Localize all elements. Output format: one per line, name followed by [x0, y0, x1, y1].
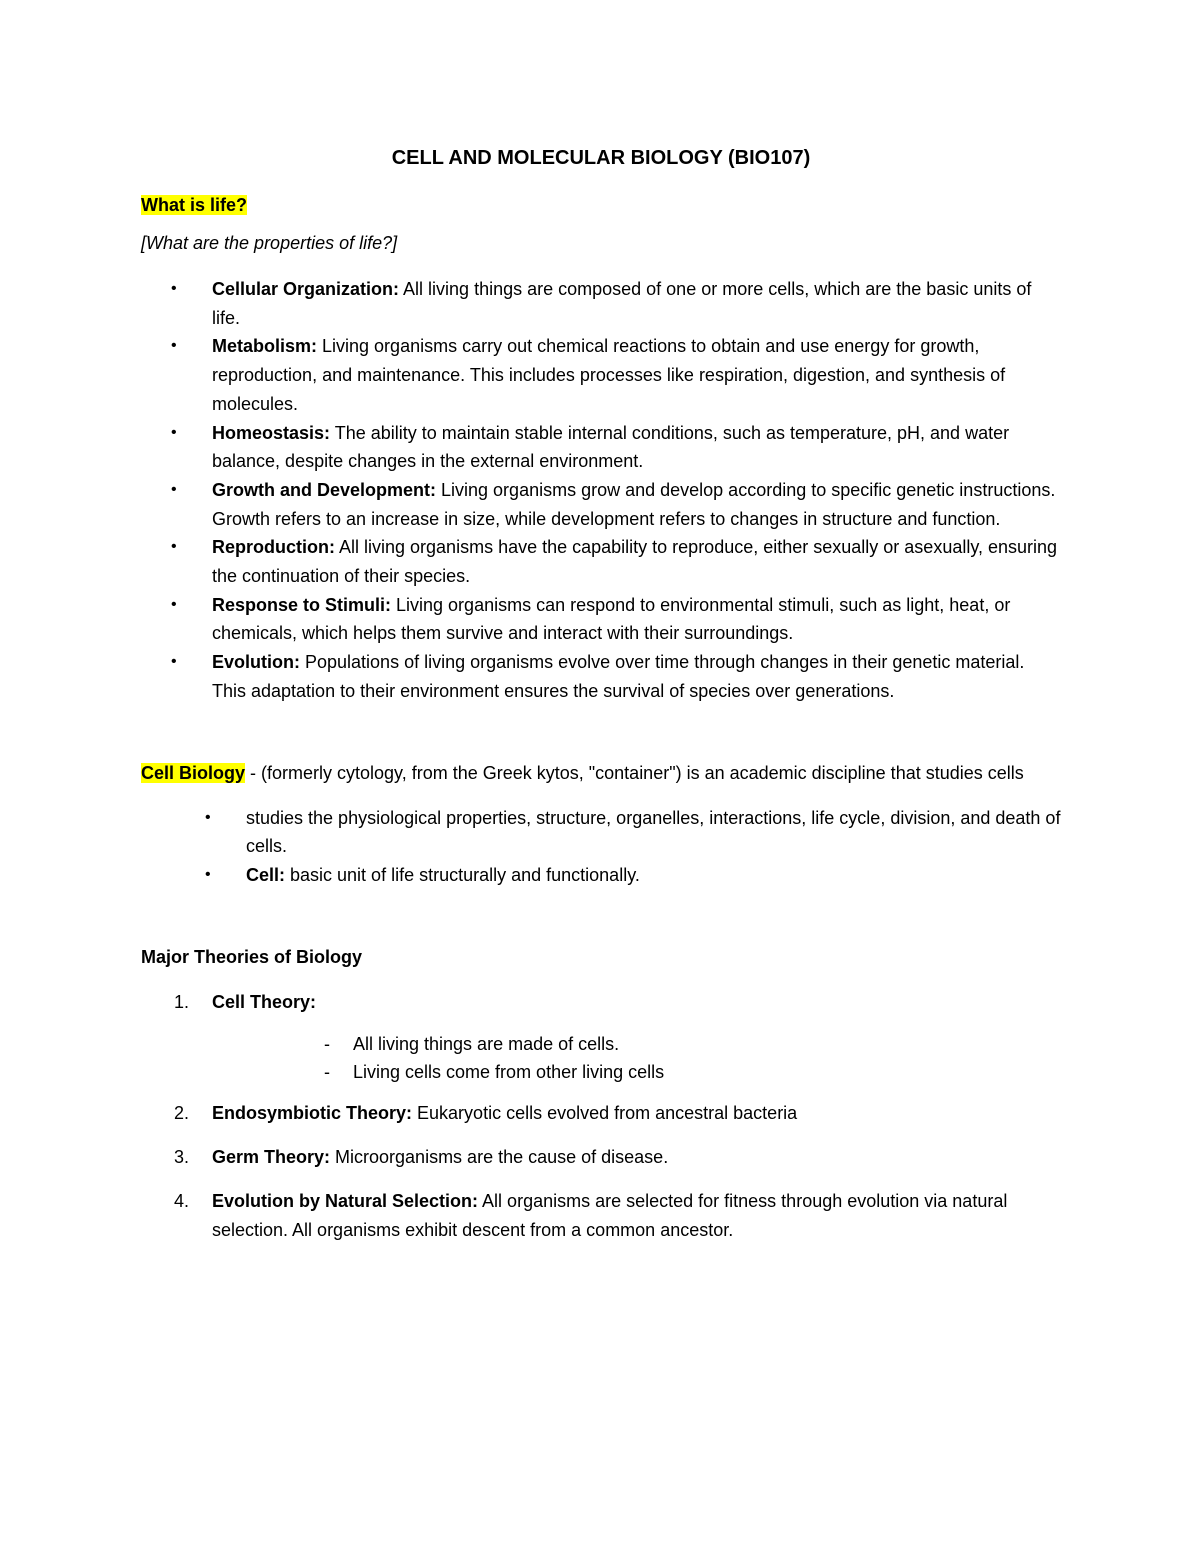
bullet-marker: • [171, 653, 177, 671]
property-text: Populations of living organisms evolve over time through changes in their genetic material. This adaptation to their environment ensures the survival of species over generations. [212, 652, 1025, 701]
list-item-text: basic unit of life structurally and functionally. [285, 864, 640, 885]
point-text: Living cells come from other living cells [353, 1061, 665, 1082]
cell-theory-points [212, 1030, 1061, 1086]
properties-list [141, 275, 1061, 706]
point-text: All living things are made of cells. [353, 1033, 620, 1054]
property-text: Living organisms can respond to environmental stimuli, such as light, heat, or chemicals, which helps them survive and interact with their surroundings. [212, 594, 1011, 644]
bullet-marker: • [171, 480, 177, 498]
list-item [141, 1143, 1061, 1172]
theories-list [141, 988, 1061, 1245]
property-term: Homeostasis: [212, 422, 331, 443]
list-item [141, 1187, 1061, 1245]
property-term: Metabolism: [212, 336, 318, 357]
list-item-text: studies the physiological properties, structure, organelles, interactions, life cycle, division, and death of cells. [246, 807, 1061, 857]
list-item [141, 476, 1061, 533]
bullet-marker: • [171, 337, 177, 355]
document-body [141, 143, 1061, 1260]
bullet-marker: • [171, 595, 177, 613]
highlighted-heading: What is life? [141, 195, 248, 215]
theory-text: Microorganisms are the cause of disease. [330, 1146, 669, 1167]
property-text: The ability to maintain stable internal conditions, such as temperature, pH, and water balance, despite changes in the external environment. [212, 422, 1010, 472]
property-text: All living organisms have the capability to reproduce, either sexually or asexually, ensuring the continuation of their species. [212, 537, 1058, 587]
property-text: Living organisms grow and develop according to specific genetic instructions. Growth refers to an increase in size, while development refers to changes in structure and function. [212, 479, 1056, 529]
dash-marker: - [324, 1061, 330, 1082]
property-text: All living things are composed of one or more cells, which are the basic units of life. [212, 279, 1032, 328]
list-number: 2. [174, 1102, 190, 1123]
bullet-marker: • [171, 423, 177, 441]
list-item [212, 1030, 1061, 1058]
list-item [141, 861, 1061, 890]
dash-marker: - [324, 1033, 330, 1054]
theory-term: Endosymbiotic Theory: [212, 1102, 413, 1123]
property-term: Evolution: [212, 652, 300, 673]
list-item [141, 804, 1061, 861]
list-item [141, 275, 1061, 332]
property-term: Cellular Organization: [212, 279, 400, 299]
list-number: 3. [174, 1146, 190, 1167]
list-item [141, 648, 1061, 705]
list-item [212, 1058, 1061, 1086]
document-title: CELL AND MOLECULAR BIOLOGY (BIO107) [391, 147, 811, 169]
list-item [141, 332, 1061, 418]
property-term: Response to Stimuli: [212, 594, 392, 615]
cell-biology-list [141, 804, 1061, 890]
bullet-marker: • [171, 538, 177, 556]
bullet-marker: • [205, 808, 211, 826]
list-item [141, 533, 1061, 590]
list-number: 1. [174, 991, 190, 1012]
theory-term: Germ Theory: [212, 1146, 331, 1167]
subquestion: [What are the properties of life?] [141, 233, 398, 253]
list-item-term: Cell: [246, 864, 286, 885]
bullet-marker: • [171, 280, 177, 297]
property-term: Growth and Development: [212, 479, 437, 500]
list-item [141, 988, 1061, 1086]
list-item [141, 1099, 1061, 1128]
theory-term: Cell Theory: [212, 991, 317, 1012]
theory-text: Eukaryotic cells evolved from ancestral bacteria [412, 1102, 798, 1123]
theories-heading: Major Theories of Biology [141, 946, 363, 967]
cell-biology-paragraph [141, 759, 1061, 787]
bullet-marker: • [205, 865, 211, 883]
property-text: Living organisms carry out chemical reactions to obtain and use energy for growth, reproduction, and maintenance. This includes processes like respiration, digestion, and synthesis of molecules. [212, 336, 1006, 414]
list-item [141, 591, 1061, 648]
list-number: 4. [174, 1190, 190, 1211]
cell-biology-definition: - (formerly cytology, from the Greek kytos, "container") is an academic discipline that studies cells [245, 762, 1024, 783]
theory-term: Evolution by Natural Selection: [212, 1190, 479, 1211]
cell-biology-term: Cell Biology [141, 762, 246, 783]
theory-text: All organisms are selected for fitness through evolution via natural selection. All organisms exhibit descent from a common ancestor. [212, 1190, 1008, 1240]
property-term: Reproduction: [212, 537, 335, 558]
section-heading-what-is-life [141, 191, 1061, 219]
list-item [141, 419, 1061, 476]
